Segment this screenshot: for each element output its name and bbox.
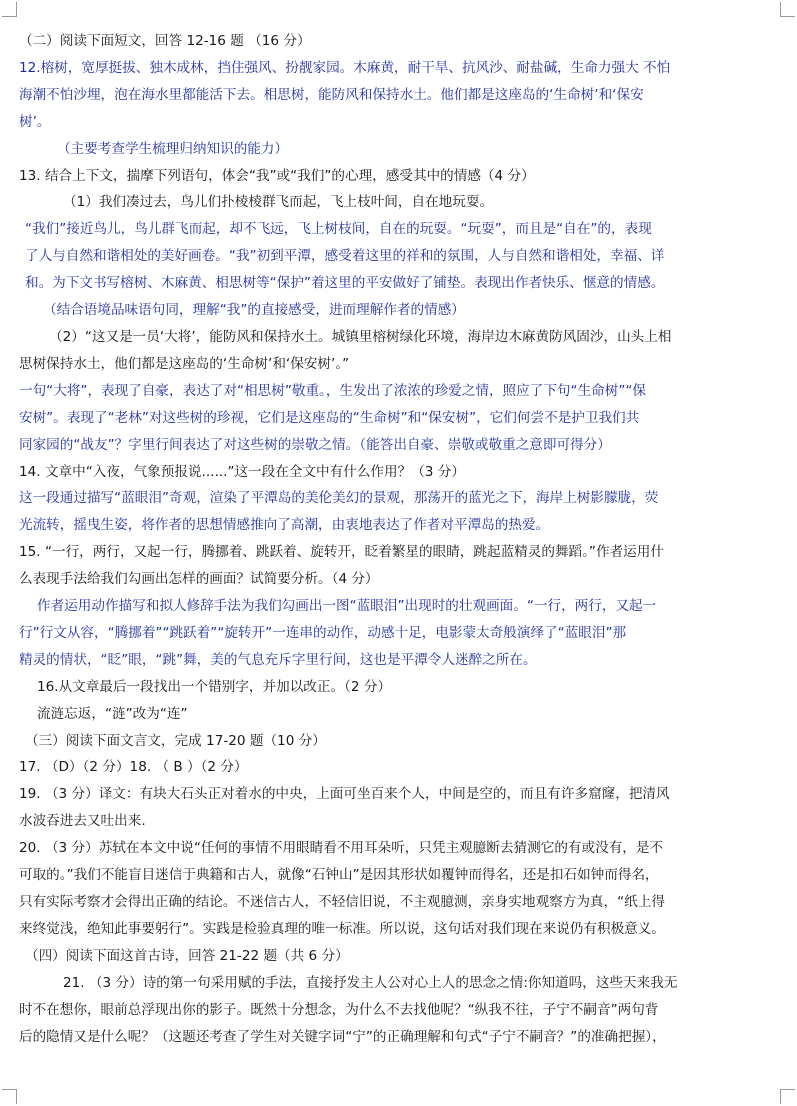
text-line: 水波吞进去又吐出来. [19, 813, 146, 830]
text-line: 只有实际考察才会得出正确的结论。不迷信古人，不轻信旧说，不主观臆测，亲身实地观察方为真，“纸上得 [19, 894, 665, 910]
text-line: 精灵的情状，“眨”眼，“跳”舞，美的气息充斥字里行间，这也是平潭令人迷醉之所在。 [19, 651, 537, 668]
corner-mark-top-right [780, 2, 795, 17]
text-line: 作者运用动作描写和拟人修辞手法为我们勾画出一图“蓝眼泪”出现时的壮观画面。“一行，两行，又起一 [37, 598, 657, 615]
text-line: （三）阅读下面文言文，完成 17-20 题（10 分） [25, 732, 326, 749]
text-line: 这一段通过描写“蓝眼泪”奇观，渲染了平潭岛的美伦美幻的景观，那荡开的蓝光之下，海岸上树影朦胧，荧 [19, 490, 659, 507]
text-line: （2）“这又是一员‘大将’，能防风和保持水土。城镇里榕树绿化环境，海岸边木麻黄防风固沙，山头上相 [49, 328, 672, 345]
corner-mark-bottom-left [2, 1089, 17, 1104]
text-line: 可取的。”我们不能盲目迷信于典籍和古人，就像“石钟山”是因其形状如覆钟而得名，还是扣石如钟而得名， [19, 867, 659, 884]
text-line: 13. 结合上下文，揣摩下列语句，体会“我”或“我们”的心理，感受其中的情感（4 分） [19, 167, 535, 184]
text-line: （二）阅读下面短文，回答 12-16 题 （16 分） [19, 33, 311, 49]
text-line: 光流转，摇曳生姿，将作者的思想情感推向了高潮，由衷地表达了作者对平潭岛的热爱。 [19, 517, 550, 534]
text-line: （主要考查学生梳理归纳知识的能力） [57, 140, 289, 157]
text-line: （四）阅读下面这首古诗，回答 21-22 题（共 6 分） [25, 947, 349, 964]
text-line: 来终觉浅，绝知此事要躬行”。实践是检验真理的唯一标准。所以说，这句话对我们现在来说仍有积极意义。 [19, 920, 665, 937]
text-line: 19. （3 分）译文：有块大石头正对着水的中央，上面可坐百来个人，中间是空的，而且有许多窟窿，把清风 [19, 786, 670, 803]
text-line: 么表现手法给我们勾画出怎样的画面？试简要分析。（4 分） [19, 571, 379, 588]
text-line: 17. （D）（2 分）18. （ B ）（2 分） [19, 759, 248, 776]
text-line: 一句“大将”，表现了自豪，表达了对“相思树”敬重。，生发出了浓浓的珍爱之情，照应了下句“生命树”“保 [19, 382, 647, 399]
text-line: 同家园的“战友”？字里行间表达了对这些树的崇敬之情。（能答出自豪、崇敬或敬重之意即可得分） [19, 436, 611, 453]
text-line: 时不在想你，眼前总浮现出你的影子。既然十分想念，为什么不去找他呢？“纵我不往，子宁不嗣音”两句背 [19, 1001, 659, 1018]
text-line: 14. 文章中“入夜，气象预报说......”这一段在全文中有什么作用？（3 分） [19, 463, 465, 480]
text-line: 流涟忘返，“涟”改为“连” [37, 705, 188, 722]
text-line: 了人与自然和谐相处的美好画卷。“我”初到平潭，感受着这里的祥和的氛围，人与自然和谐相处，幸福、详 [25, 248, 665, 265]
text-line: 树’。 [19, 113, 51, 130]
text-line: 20. （3 分）苏轼在本文中说“任何的事情不用眼睛看不用耳朵听，只凭主观臆断去猜测它的有或没有，是不 [19, 840, 664, 857]
text-line: 安树”。表现了“老林”对这些树的珍视，它们是这座岛的“生命树”和“保安树”，它们何尝不是护卫我们共 [19, 409, 640, 426]
text-line: 12.榕树，宽厚挺拔、独木成林，挡住强风、扮靓家园。木麻黄，耐干旱、抗风沙、耐盐碱，生命力强大 不怕 [19, 59, 671, 76]
corner-mark-bottom-right [780, 1089, 795, 1104]
text-line: 思树保持水土，他们都是这座岛的‘生命树’和‘保安树’。” [19, 355, 350, 372]
corner-mark-top-left [2, 2, 17, 17]
text-line: （结合语境品味语句同，理解“我”的直接感受，进而理解作者的情感） [43, 302, 465, 319]
text-line: （1）我们凑过去，鸟儿们扑棱棱群飞而起，飞上枝叶间，自在地玩耍。 [63, 194, 494, 211]
text-line: 15. “一行，两行，又起一行，腾挪着、跳跃着、旋转开，眨着繁星的眼睛，跳起蓝精灵的舞蹈。”作者运用什 [19, 544, 664, 561]
text-line: 和。为下文书写榕树、木麻黄、相思树等“保护”着这里的平安做好了铺垫。表现出作者快乐、惬意的情感。 [25, 275, 665, 292]
text-line: “我们”接近鸟儿，鸟儿群飞而起，却不飞远，飞上树枝间，自在的玩耍。“玩耍”，而且是“自在”的，表现 [25, 221, 652, 238]
text-line: 行”行文从容，“腾挪着”“跳跃着”“旋转开”一连串的动作，动感十足，电影蒙太奇般演绎了“蓝眼泪”那 [19, 624, 627, 641]
text-line: 后的隐情又是什么呢？（这题还考查了学生对关键字词“宁”的正确理解和句式“子宁不嗣音？”的准确把握）， [19, 1028, 666, 1045]
document-body [19, 28, 767, 1050]
text-line: 海潮不怕沙埋，泡在海水里都能活下去。相思树，能防风和保持水土。他们都是这座岛的‘生命树’和‘保安 [19, 86, 644, 103]
text-line: 16.从文章最后一段找出一个错别字，并加以改正。（2 分） [37, 678, 392, 695]
text-line: 21. （3 分）诗的第一句采用赋的手法，直接抒发主人公对心上人的思念之情:你知道吗，这些天来我无 [63, 974, 678, 991]
